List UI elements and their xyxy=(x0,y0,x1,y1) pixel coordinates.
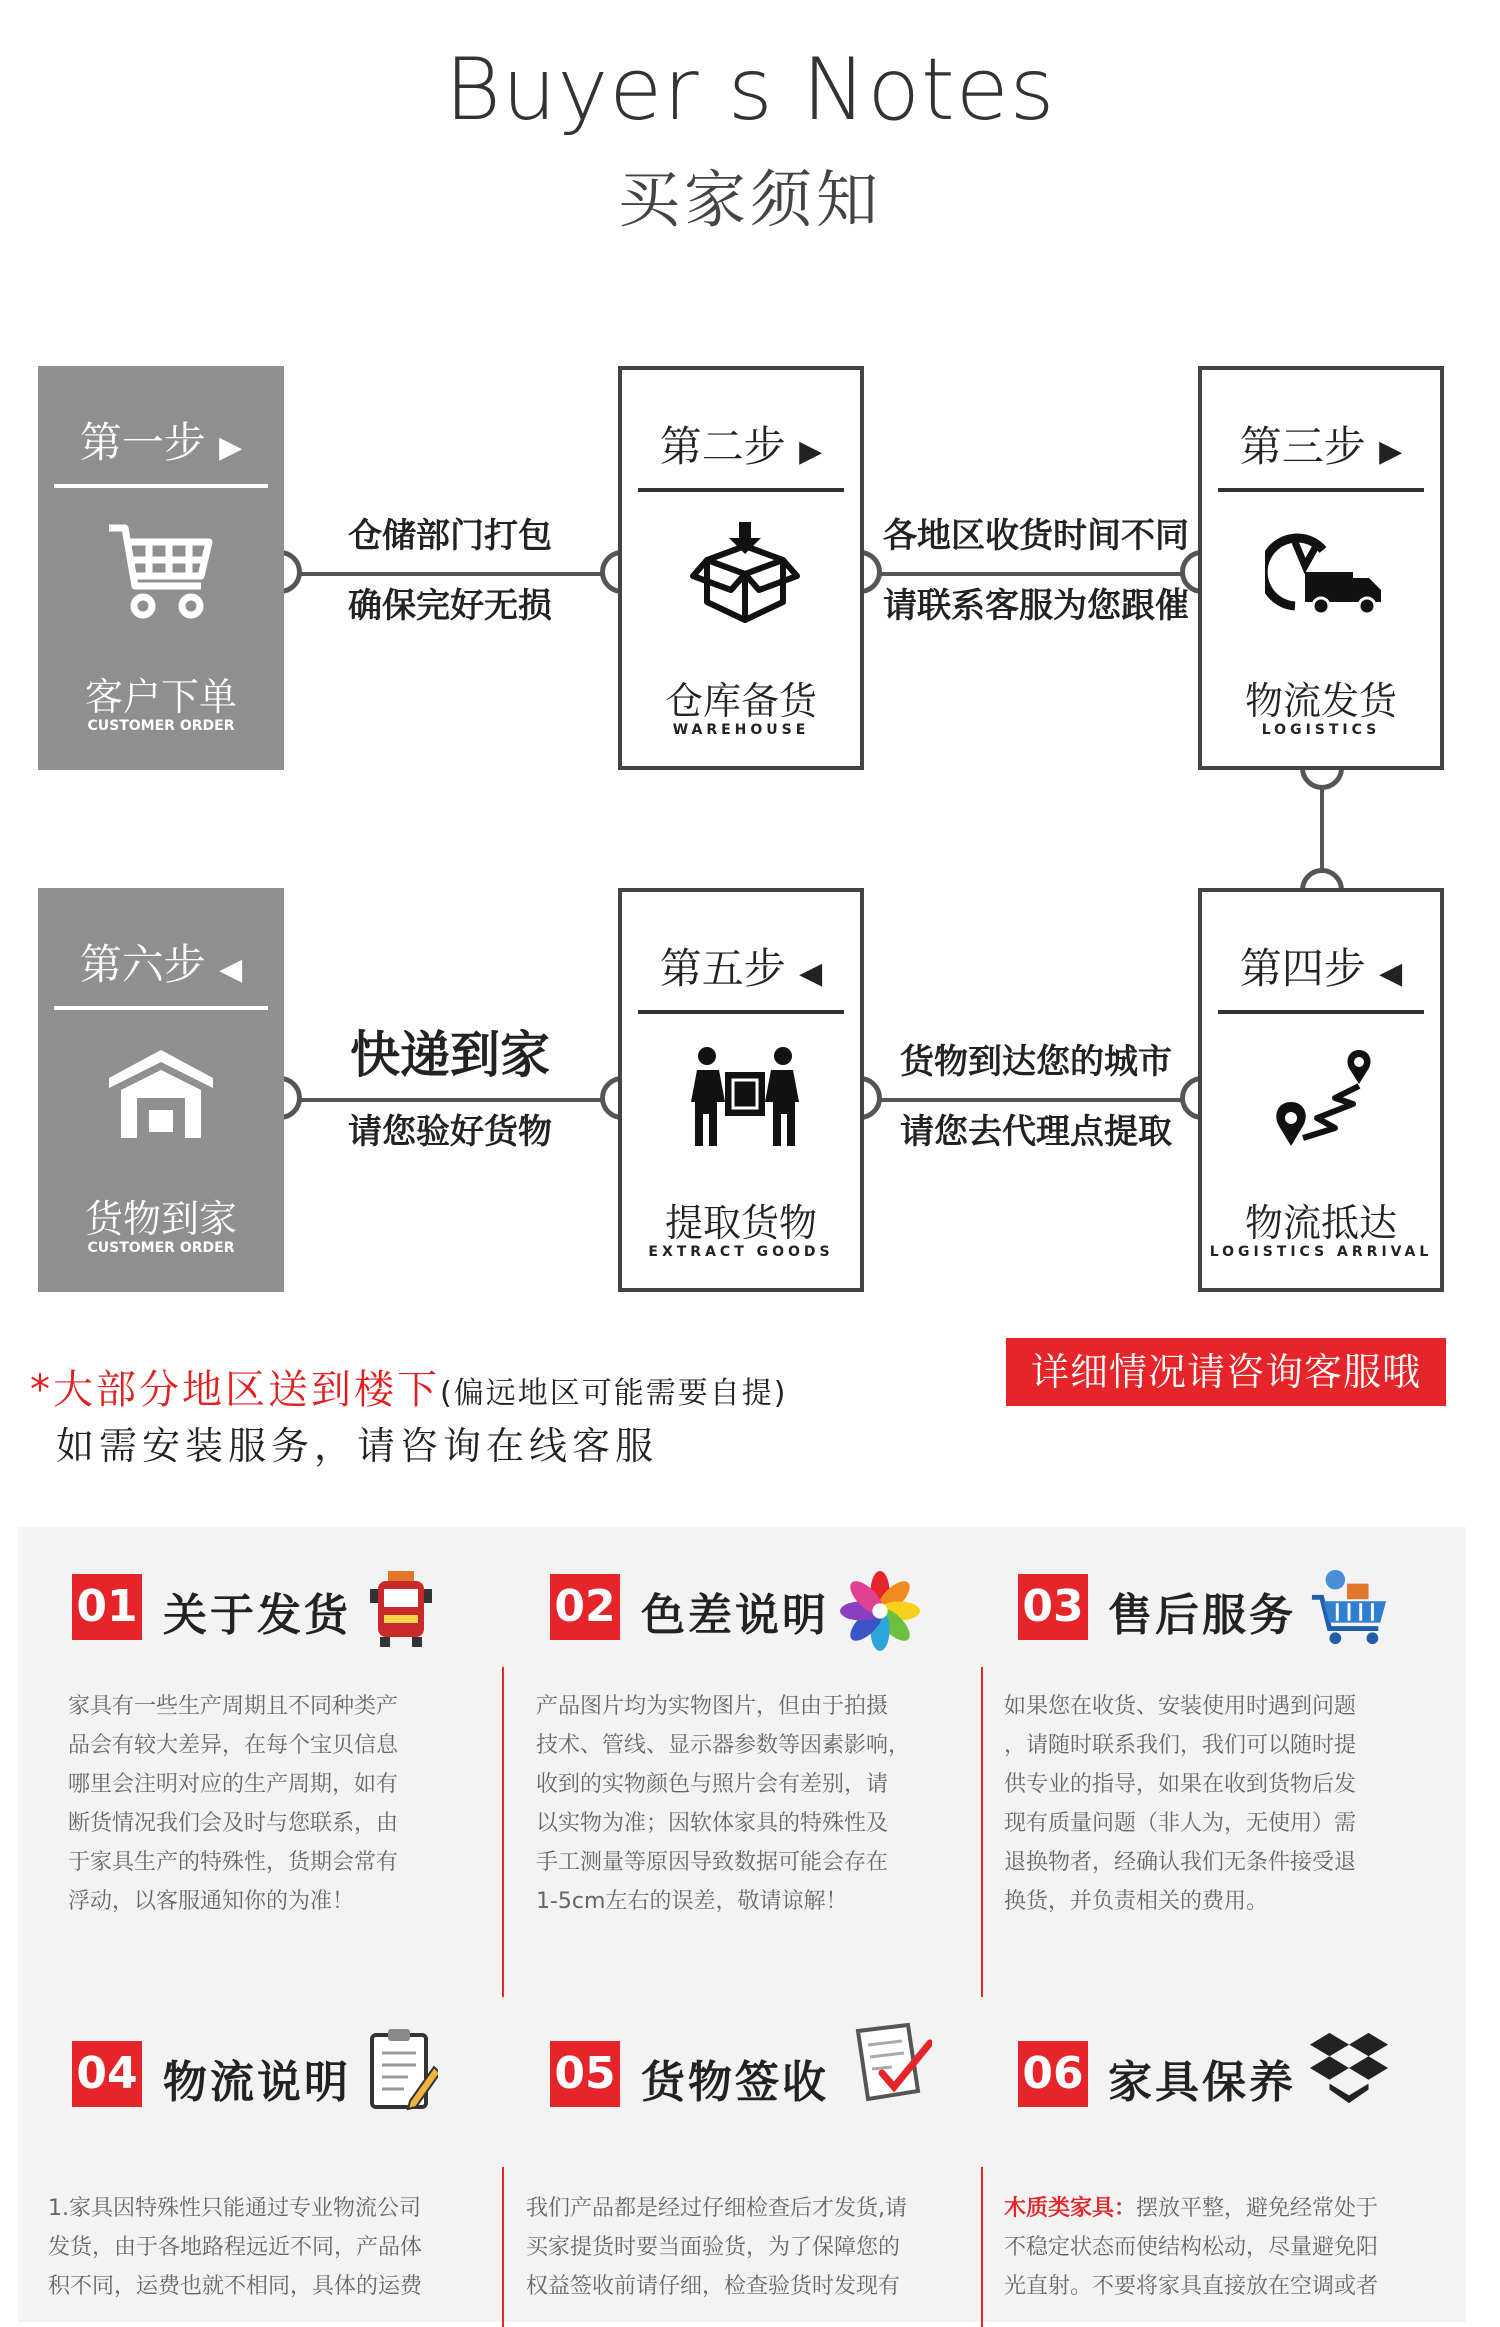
connector-line-5-6 xyxy=(282,1098,642,1102)
connector-line-1-2 xyxy=(282,572,642,576)
section-title-shipping: 关于发货 xyxy=(163,1590,351,1641)
arrow-left-icon: ◀ xyxy=(1379,956,1403,991)
package-box-icon xyxy=(685,520,805,630)
info-panel xyxy=(18,1527,1466,2322)
section-title-goods-signing: 货物签收 xyxy=(641,2057,829,2108)
divider xyxy=(54,484,268,488)
step-label: 第四步 ◀ xyxy=(1239,944,1403,993)
step-card-5 xyxy=(618,888,864,1292)
checklist-icon xyxy=(848,2021,932,2105)
step-card-4 xyxy=(1198,888,1444,1292)
step-name: 物流抵达 xyxy=(1244,1201,1397,1245)
divider xyxy=(1218,488,1424,492)
section-number: 06 xyxy=(1018,2041,1088,2107)
step-card-1 xyxy=(38,366,284,770)
section-title-logistics: 物流说明 xyxy=(163,2057,351,2108)
section-body: 家具有一些生产周期且不同种类产 品会有较大差异，在每个宝贝信息 哪里会注明对应的生产周期，如有 断货情况我们会及时与您联系，由 于家具生产的特殊性，货期会常有 浮动，以客服通知你的为准！ xyxy=(68,1694,399,1914)
step-label: 第二步 ▶ xyxy=(659,422,823,471)
connector-label-1-2-line1: 仓储部门打包 xyxy=(348,516,552,556)
step-label: 第一步 ▶ xyxy=(79,418,243,467)
connector-line-2-3 xyxy=(862,572,1212,576)
section-body: 1.家具因特殊性只能通过专业物流公司 发货，由于各地路程远近不同，产品体 积不同，运费也就不相同，具体的运费 xyxy=(48,2196,423,2299)
page-title-chinese: 买家须知 xyxy=(617,163,882,236)
warehouse-home-icon xyxy=(101,1038,221,1148)
column-divider xyxy=(981,1667,983,1997)
section-body: 木质类家具：摆放平整，避免经常处于 不稳定状态而使结构松动，尽量避免阳 光直射。不要将家具直接放在空调或者 xyxy=(1004,2196,1379,2299)
section-title-furniture-care: 家具保养 xyxy=(1108,2057,1296,2108)
divider xyxy=(54,1006,268,1010)
section-title-after-sales: 售后服务 xyxy=(1108,1590,1296,1641)
step-subtitle: CUSTOMER ORDER xyxy=(87,1240,235,1256)
consult-service-button[interactable]: 详细情况请咨询客服哦 xyxy=(1006,1338,1446,1406)
color-wheel-icon xyxy=(840,1571,920,1651)
step-subtitle: LOGISTICS xyxy=(1261,722,1381,738)
page-title-english: Buyer s Notes xyxy=(444,40,1056,140)
install-note: 如需安装服务，请咨询在线客服 xyxy=(56,1424,659,1468)
arrow-right-icon: ▶ xyxy=(1379,434,1403,469)
arrow-left-icon: ◀ xyxy=(799,956,823,991)
connector-label-5-6-line1: 快递到家 xyxy=(350,1026,550,1084)
section-body: 产品图片均为实物图片，但由于拍摄 技术、管线、显示器参数等因素影响， 收到的实物颜色与照片会有差别，请 以实物为准；因软体家具的特殊性及 手工测量等原因导致数据可能会存在 1-5cm左右的误差，敬请谅解！ xyxy=(536,1694,911,1914)
column-divider xyxy=(502,1667,504,1997)
section-number: 04 xyxy=(72,2041,142,2107)
section-title-color-difference: 色差说明 xyxy=(641,1590,829,1641)
section-number: 01 xyxy=(72,1574,142,1640)
section-number: 03 xyxy=(1018,1574,1088,1640)
connector-label-2-3-line2: 请联系客服为您跟催 xyxy=(883,586,1189,626)
arrow-right-icon: ▶ xyxy=(799,434,823,469)
highlight-label: 木质类家具： xyxy=(1004,2196,1137,2221)
section-body: 如果您在收货、安装使用时遇到问题 ，请随时联系我们，我们可以随时提 供专业的指导，如果在收到货物后发 现有质量问题（非人为，无使用）需 退换物者，经确认我们无条件接受退 换货，并负责相关的费用。 xyxy=(1004,1694,1357,1914)
porters-box-icon xyxy=(685,1042,805,1152)
section-number: 02 xyxy=(550,1574,620,1640)
delivery-note xyxy=(30,1358,787,1415)
column-divider xyxy=(981,2167,983,2327)
divider xyxy=(638,1010,844,1014)
connector-line-4-5 xyxy=(862,1098,1212,1102)
clipboard-pencil-icon xyxy=(364,2027,438,2111)
step-name: 客户下单 xyxy=(84,675,237,719)
section-body: 我们产品都是经过仔细检查后才发货,请 买家提货时要当面验货，为了保障您的 权益签收前请仔细，检查验货时发现有 xyxy=(526,2196,907,2299)
fire-truck-icon xyxy=(364,1567,438,1651)
step-subtitle: WAREHOUSE xyxy=(672,722,810,738)
step-label: 第五步 ◀ xyxy=(659,944,823,993)
step-card-6 xyxy=(38,888,284,1292)
connector-label-4-5-line2: 请您去代理点提取 xyxy=(900,1112,1172,1152)
dropbox-boxes-icon xyxy=(1308,2027,1390,2109)
arrow-right-icon: ▶ xyxy=(219,430,243,465)
step-subtitle: CUSTOMER ORDER xyxy=(87,718,235,734)
connector-label-4-5-line1: 货物到达您的城市 xyxy=(900,1042,1172,1082)
delivery-truck-clock-icon xyxy=(1265,520,1385,630)
location-route-icon xyxy=(1265,1042,1385,1152)
step-name: 仓库备货 xyxy=(664,679,817,723)
arrow-left-icon: ◀ xyxy=(219,952,243,987)
connector-label-5-6-line2: 请您验好货物 xyxy=(348,1112,552,1152)
shopping-cart-icon xyxy=(101,516,221,626)
asterisk: * xyxy=(30,1367,53,1413)
step-name: 货物到家 xyxy=(84,1197,237,1241)
delivery-note-paren: (偏远地区可能需要自提) xyxy=(440,1376,788,1411)
section-number: 05 xyxy=(550,2041,620,2107)
step-label: 第六步 ◀ xyxy=(79,940,243,989)
step-subtitle: LOGISTICS ARRIVAL xyxy=(1209,1244,1433,1260)
step-card-2 xyxy=(618,366,864,770)
step-name: 提取货物 xyxy=(664,1201,817,1245)
delivery-note-main: 大部分地区送到楼下 xyxy=(53,1367,440,1413)
step-subtitle: EXTRACT GOODS xyxy=(648,1244,834,1260)
service-cart-icon xyxy=(1308,1567,1390,1651)
column-divider xyxy=(502,2167,504,2327)
connector-label-2-3-line1: 各地区收货时间不同 xyxy=(883,516,1189,556)
connector-label-1-2-line2: 确保完好无损 xyxy=(348,586,552,626)
divider xyxy=(638,488,844,492)
divider xyxy=(1218,1010,1424,1014)
step-label: 第三步 ▶ xyxy=(1239,422,1403,471)
step-name: 物流发货 xyxy=(1244,679,1397,723)
step-card-3 xyxy=(1198,366,1444,770)
